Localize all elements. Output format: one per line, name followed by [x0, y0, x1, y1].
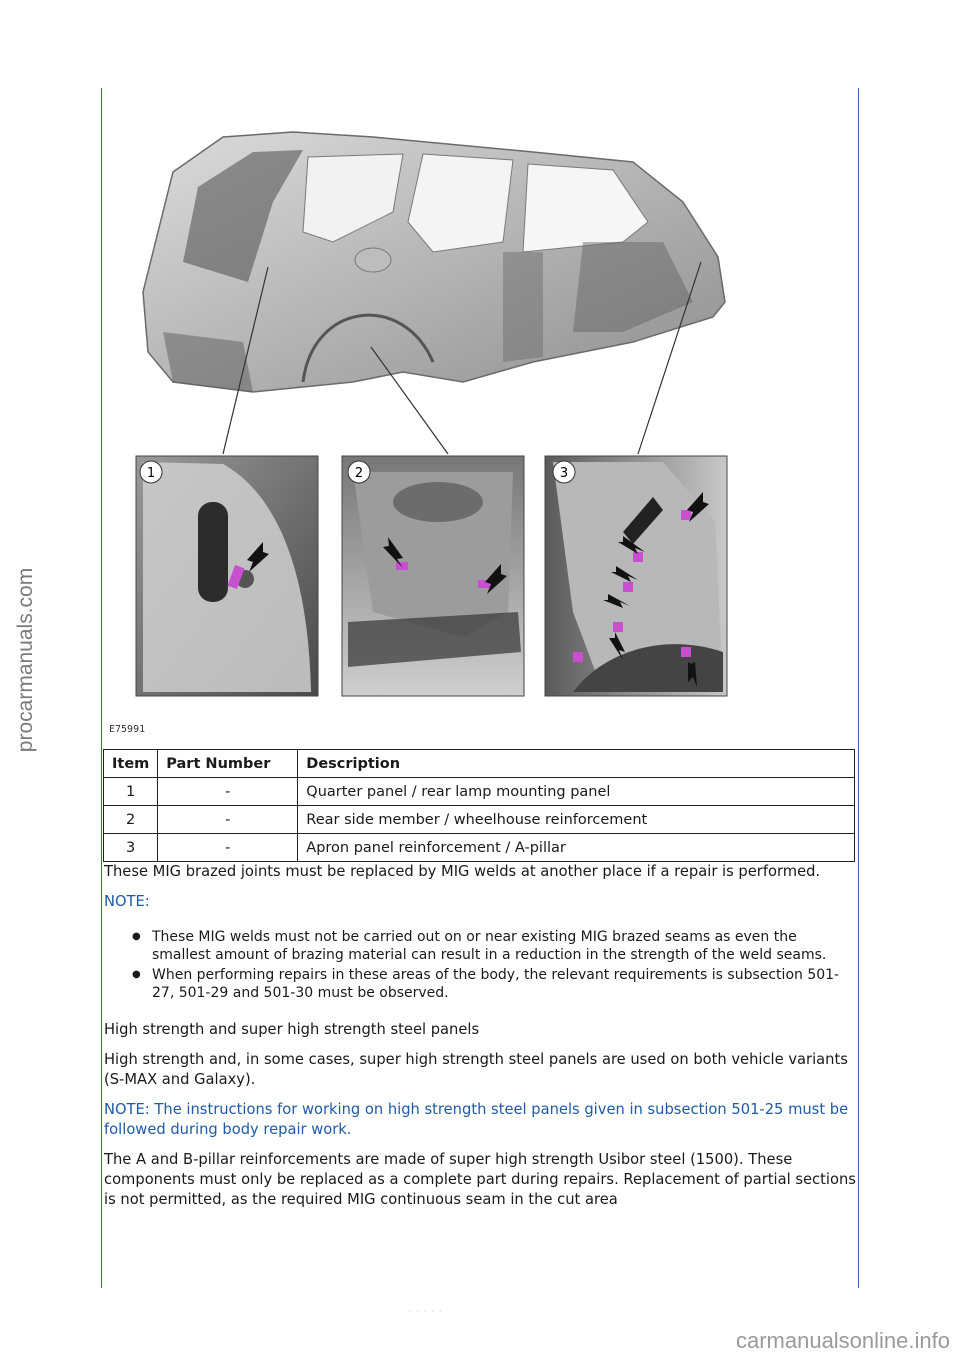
- paragraph-pillar-reinforcements: The A and B-pillar reinforcements are made of super high strength Usibor steel (1500). These components must only be replaced as a complete part during repairs. Replacement of partial sections is not permitted, as the required MIG continuous seam in the cut area: [104, 1151, 856, 1208]
- parts-table: [103, 749, 855, 862]
- header-description: Description: [298, 750, 855, 778]
- figure-svg: [103, 92, 855, 742]
- paragraph-vehicle-variants: High strength and, in some cases, super high strength steel panels are used on both vehicle variants (S-MAX and Galaxy).: [104, 1051, 848, 1088]
- body-content: [104, 862, 856, 1220]
- table-row: [104, 806, 855, 834]
- bottom-watermark: carmanualsonline.info: [735, 1328, 950, 1353]
- cell-item: 1: [104, 778, 158, 806]
- table-row: [104, 778, 855, 806]
- header-item: Item: [104, 750, 158, 778]
- callout-1: 1: [146, 466, 156, 481]
- section-heading: High strength and super high strength steel panels: [104, 1021, 480, 1038]
- note-bullet-list: [104, 928, 856, 1002]
- cell-item: 2: [104, 806, 158, 834]
- header-part-number: Part Number: [158, 750, 298, 778]
- cell-description: Apron panel reinforcement / A-pillar: [298, 834, 855, 862]
- list-item: ● When performing repairs in these areas of the body, the relevant requirements is subsection 501-27, 501-29 and 501-30 must be observed.: [152, 966, 856, 1002]
- cell-description: Rear side member / wheelhouse reinforcement: [298, 806, 855, 834]
- side-watermark: [6, 540, 46, 780]
- detail-photo-1: [136, 456, 318, 696]
- left-frame-line: [101, 88, 102, 1288]
- callout-2: 2: [354, 466, 364, 481]
- table-row: [104, 834, 855, 862]
- cell-part-number: -: [158, 778, 298, 806]
- right-frame-line: [858, 88, 859, 1288]
- cell-part-number: -: [158, 806, 298, 834]
- detail-photo-2: [342, 456, 524, 696]
- cell-part-number: -: [158, 834, 298, 862]
- cell-description: Quarter panel / rear lamp mounting panel: [298, 778, 855, 806]
- table-header-row: [104, 750, 855, 778]
- note-high-strength: NOTE: The instructions for working on high strength steel panels given in subsection 501-25 must be followed during body repair work.: [104, 1101, 849, 1138]
- list-item: ● These MIG welds must not be carried out on or near existing MIG brazed seams as even the smallest amount of brazing material can result in a reduction in the strength of the weld seams.: [152, 928, 856, 964]
- callout-3: 3: [559, 466, 569, 481]
- car-body-shell: [143, 132, 725, 392]
- body-shell-figure: [103, 92, 855, 742]
- side-watermark-text: procarmanuals.com: [14, 567, 37, 753]
- detail-photo-3: [545, 456, 727, 696]
- faint-footer-mark: · · · · ·: [408, 1304, 443, 1318]
- intro-paragraph: These MIG brazed joints must be replaced by MIG welds at another place if a repair is performed.: [104, 863, 821, 880]
- cell-item: 3: [104, 834, 158, 862]
- note-label: NOTE:: [104, 893, 150, 910]
- figure-code: E75991: [109, 724, 146, 735]
